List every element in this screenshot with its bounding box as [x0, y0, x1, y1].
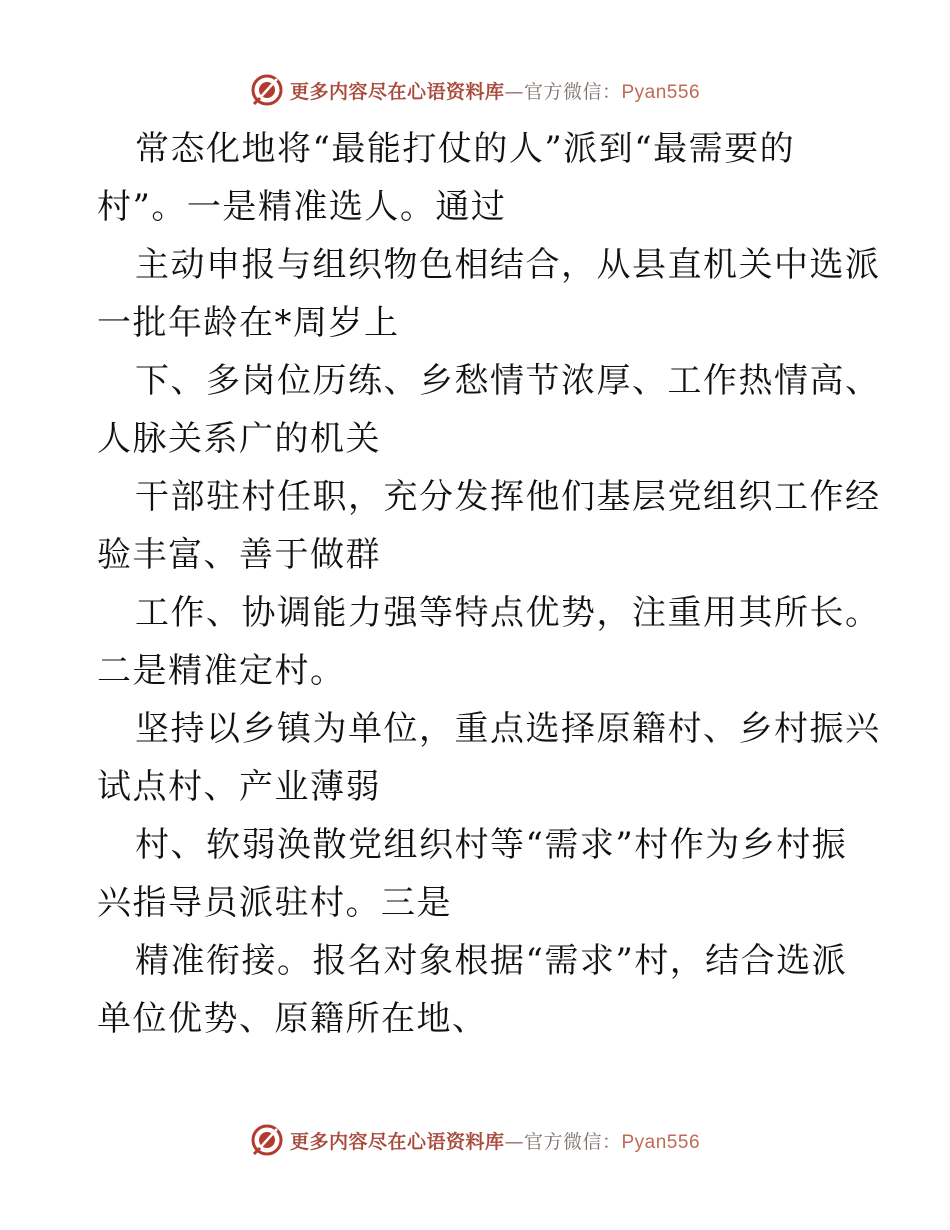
text-line: 干部驻村任职，充分发挥他们基层党组织工作经: [135, 477, 881, 517]
text-line: 常态化地将“最能打仗的人”派到“最需要的: [135, 129, 796, 169]
text-line: 村、软弱涣散党组织村等“需求”村作为乡村振: [135, 825, 848, 865]
text-line: 坚持以乡镇为单位，重点选择原籍村、乡村振兴: [135, 709, 881, 749]
text-line: 主动申报与组织物色相结合，从县直机关中选派: [135, 245, 881, 285]
watermark-dash: —: [504, 80, 524, 103]
text-line: 兴指导员派驻村。三是: [97, 883, 452, 923]
watermark-text: [290, 77, 700, 104]
text-line: 单位优势、原籍所在地、: [97, 999, 488, 1039]
pen-logo-icon: [250, 1123, 284, 1157]
text-line: 人脉关系广的机关: [97, 419, 381, 459]
text-line: 下、多岗位历练、乡愁情节浓厚、工作热情高、: [135, 361, 881, 401]
text-line: 试点村、产业薄弱: [97, 767, 381, 807]
watermark-sub: 官方微信：: [523, 80, 622, 103]
text-line: 验丰富、善于做群: [97, 535, 381, 575]
watermark-main: 更多内容尽在心语资料库: [289, 80, 505, 103]
watermark-id: Pyan556: [621, 1131, 701, 1153]
watermark-id: Pyan556: [621, 81, 701, 103]
text-line: 村”。一是精准选人。通过: [97, 187, 507, 227]
watermark-sub: 官方微信：: [523, 1130, 622, 1153]
text-line: 精准衔接。报名对象根据“需求”村，结合选派: [135, 941, 848, 981]
watermark-dash: —: [504, 1130, 524, 1153]
pen-logo-icon: [250, 73, 284, 107]
text-line: 一批年龄在*周岁上: [97, 303, 400, 343]
header-watermark: [0, 70, 950, 110]
text-line: 工作、协调能力强等特点优势，注重用其所长。: [135, 593, 881, 633]
document-body: [97, 120, 881, 1048]
watermark-text: [290, 1127, 700, 1154]
footer-watermark: [0, 1120, 950, 1160]
text-line: 二是精准定村。: [97, 651, 346, 691]
watermark-main: 更多内容尽在心语资料库: [289, 1130, 505, 1153]
